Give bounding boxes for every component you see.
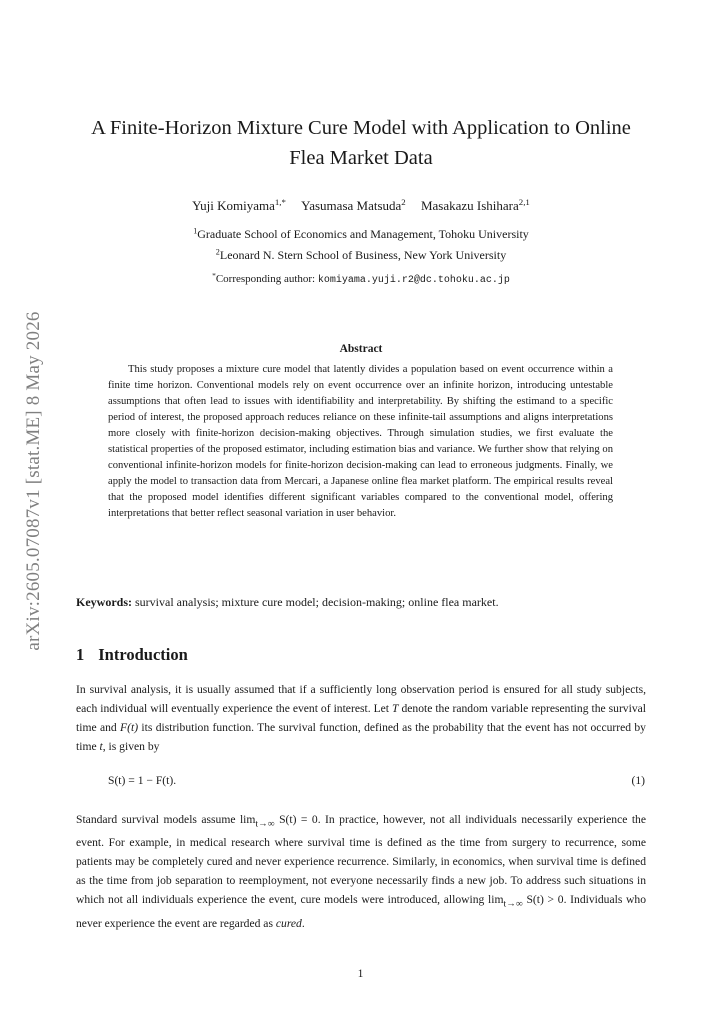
- corresponding-label: Corresponding author:: [215, 273, 316, 285]
- corresponding-author: [76, 269, 646, 291]
- section-heading: [76, 645, 188, 665]
- author-name: Yasumasa Matsuda: [301, 198, 402, 213]
- affiliation-text: Graduate School of Economics and Management, Tohoku University: [197, 227, 529, 241]
- intro-paragraph-2: Standard survival models assume $\lim_{t\to\infty} S(t) = 0$. In practice, however, not all individuals necessarily experience the event. For example, in medical research where survival time is defined as the time from surgery to recurrence, some patients may be completely cured and never experience recurrence. Similarly, in economics, when survival time is defined as the time from job separation to reemployment, not everyone necessarily finds a new job. To address such situations in which not all individuals experience the event, cure models were introduced, allowing $\lim_{t\to\infty} S(t) > 0$. Individuals who never experience the event are regarded as cured.: [76, 813, 647, 930]
- author-affiliation-mark: 1,*: [274, 197, 286, 208]
- author-name: Masakazu Ishihara: [420, 198, 519, 213]
- limit-subscript: t→∞: [255, 818, 275, 830]
- limit-subscript: t→∞: [503, 898, 523, 910]
- author-affiliation-mark: 2,1: [518, 197, 530, 208]
- keywords: [76, 595, 646, 610]
- section-number: 1: [76, 645, 85, 664]
- math-variable: t: [99, 740, 103, 753]
- paper-title: A Finite-Horizon Mixture Cure Model with Application to Online Flea Market Data: [91, 117, 631, 169]
- arxiv-identifier-stamp: [14, 290, 54, 672]
- page-number: 1: [357, 968, 364, 980]
- corresponding-mark: *: [212, 270, 216, 280]
- keywords-text: survival analysis; mixture cure model; decision-making; online flea market.: [135, 595, 499, 609]
- keywords-label: Keywords:: [76, 595, 132, 609]
- abstract-text: This study proposes a mixture cure model that latently divides a population based on event occurrence within a finite time horizon. Conventional models rely on event occurrence over an infinite horizon, introducing untestable assumptions that often lead to issues with identifiability and interpretability. By shifting the estimand to a specific period of interest, the proposed approach reduces reliance on these infinite-tail assumptions and aligns interpretations more closely with finite-horizon decision-making objectives. Through simulation studies, we first evaluate the statistical properties of the proposed estimator, including estimation bias and variance. We further show that relying on conventional infinite-horizon models for finite-horizon decision-making can lead to erroneous judgments. Finally, we apply the model to transaction data from Mercari, a Japanese online flea market platform. The empirical results reveal that the proposed model identifies different significant variables compared to the conventional model, offering interpretations that better reflect seasonal variation in user behavior.: [108, 364, 613, 519]
- affiliation-mark: 1: [193, 226, 198, 236]
- author: [421, 198, 530, 213]
- math-variable: T: [392, 702, 399, 715]
- equation-survival-function: S(t) = 1 − F(t).: [108, 774, 177, 787]
- author-name: Yuji Komiyama: [192, 198, 275, 213]
- abstract-heading: Abstract: [339, 343, 383, 355]
- affiliation-list: [76, 224, 646, 291]
- author: [192, 198, 286, 213]
- affiliation: [76, 224, 646, 245]
- author-affiliation-mark: 2: [401, 197, 406, 208]
- emphasis-cured: cured: [275, 916, 302, 930]
- corresponding-email[interactable]: komiyama.yuji.r2@dc.tohoku.ac.jp: [317, 275, 510, 286]
- arxiv-identifier: arXiv:2605.07087v1 [stat.ME] 8 May 2026: [23, 311, 44, 651]
- affiliation-mark: 2: [215, 247, 220, 257]
- section-title: Introduction: [98, 645, 188, 664]
- affiliation: [76, 245, 646, 266]
- author-list: [76, 198, 646, 214]
- math-expression: F(t): [120, 721, 139, 734]
- affiliation-text: Leonard N. Stern School of Business, New York University: [219, 248, 507, 262]
- equation-number: (1): [631, 774, 645, 787]
- author: [301, 198, 406, 213]
- intro-paragraph-1: In survival analysis, it is usually assumed that if a sufficiently long observation period is ensured for all study subjects, each individual will eventually experience the event of interest. Let T denote the random variable representing the survival time and F(t) its distribution function. The survival function, defined as the probability that the event has not occurred by time t, is given by: [76, 683, 646, 753]
